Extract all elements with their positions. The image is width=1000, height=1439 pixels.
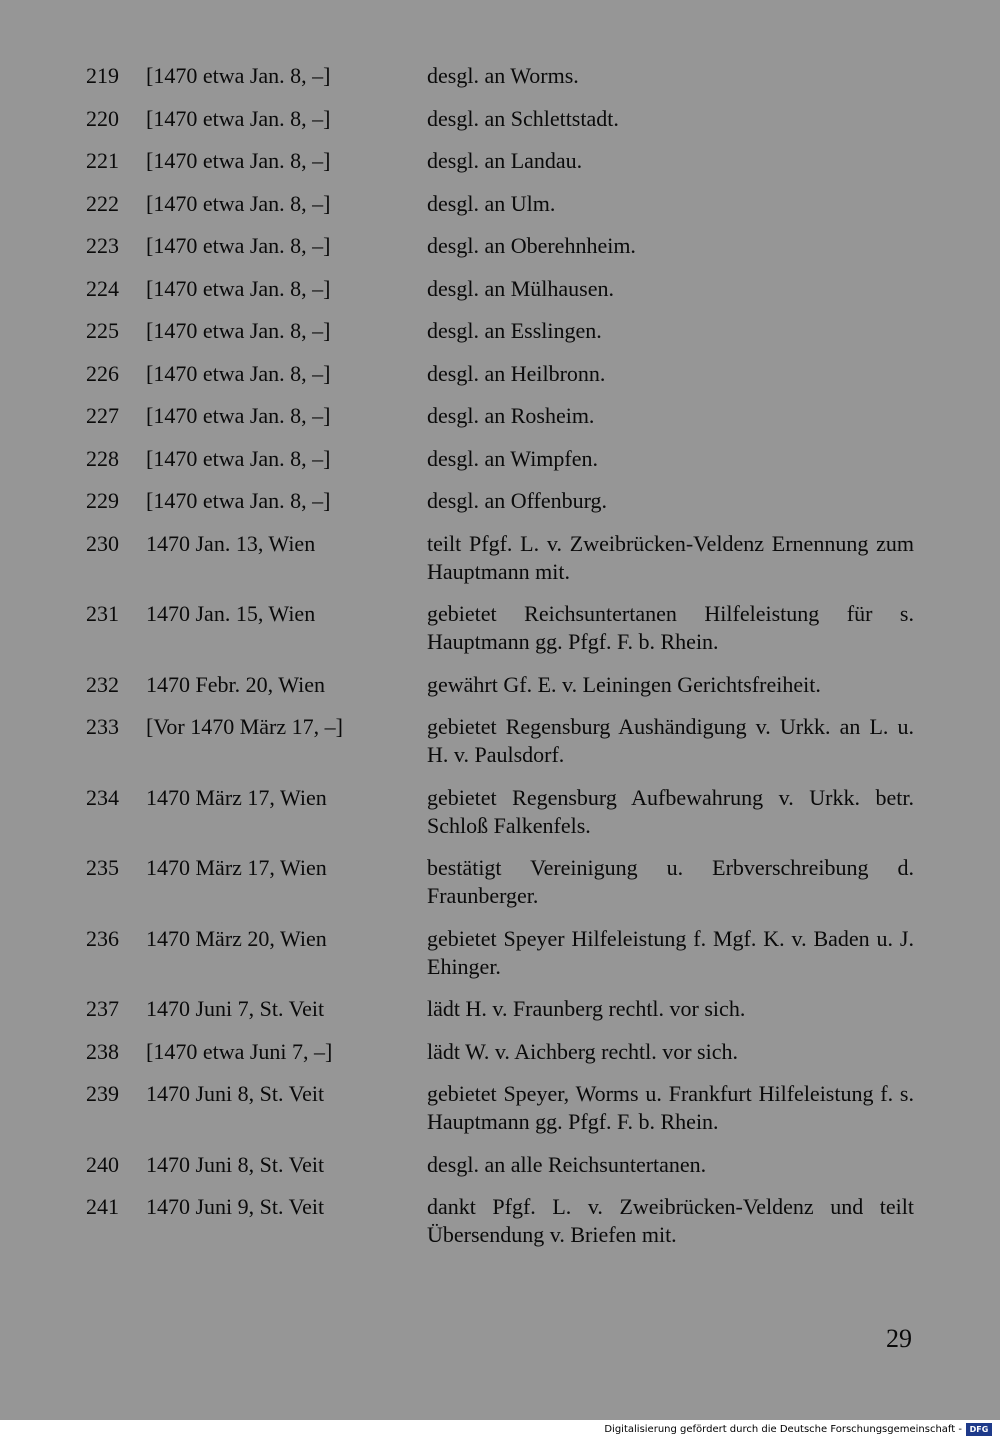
entry-date: [1470 etwa Jan. 8, –] (146, 488, 331, 513)
entry-number: 236 (86, 925, 119, 951)
entry-number: 228 (86, 445, 119, 471)
regest-list (86, 62, 914, 1264)
regest-entry (86, 445, 914, 473)
entry-text: gebietet Reichsuntertanen Hilfeleistung für s. Hauptmann gg. Pfgf. F. b. Rhein. (427, 601, 914, 654)
entry-date: 1470 Juni 8, St. Veit (146, 1151, 325, 1177)
entry-date: [1470 etwa Jan. 8, –] (146, 360, 331, 386)
entry-text: bestätigt Vereinigung u. Erbverschreibung d. Fraunberger. (427, 855, 914, 908)
regest-entry (86, 995, 914, 1023)
entry-date: 1470 Jan. 15, Wien (146, 601, 316, 626)
regest-entry (86, 784, 914, 840)
entry-text: lädt H. v. Fraunberg rechtl. vor sich. (427, 996, 746, 1021)
entry-number: 229 (86, 488, 119, 513)
entry-text: desgl. an Ulm. (427, 190, 556, 216)
regest-entry (86, 530, 914, 586)
entry-text: desgl. an Rosheim. (427, 403, 595, 428)
entry-date: [1470 etwa Jan. 8, –] (146, 275, 331, 301)
entry-text: desgl. an Landau. (427, 148, 583, 173)
regest-entry (86, 1193, 914, 1249)
entry-date: [1470 etwa Jan. 8, –] (146, 403, 331, 428)
page-number: 29 (886, 1324, 912, 1353)
entry-number: 239 (86, 1081, 119, 1106)
entry-text: desgl. an Schlettstadt. (427, 105, 619, 131)
entry-date: [1470 etwa Jan. 8, –] (146, 63, 331, 88)
regest-entry (86, 671, 914, 699)
regest-entry (86, 62, 914, 90)
regest-entry (86, 1038, 914, 1066)
regest-entry (86, 275, 914, 303)
entry-number: 219 (86, 63, 119, 88)
entry-text: gebietet Speyer Hilfeleistung f. Mgf. K. v. Baden u. J. Ehinger. (427, 925, 914, 979)
entry-text: gebietet Regensburg Aufbewahrung v. Urkk. betr. Schloß Falkenfels. (427, 784, 914, 838)
entry-number: 234 (86, 784, 119, 810)
regest-entry (86, 147, 914, 175)
entry-date: [1470 etwa Jan. 8, –] (146, 233, 331, 258)
footer-bar (0, 1420, 1000, 1439)
entry-number: 238 (86, 1038, 119, 1064)
entry-number: 226 (86, 360, 119, 386)
regest-entry (86, 925, 914, 981)
regest-entry (86, 487, 914, 515)
regest-entry (86, 105, 914, 133)
footer-credit: Digitalisierung gefördert durch die Deutsche Forschungsgemeinschaft - (604, 1424, 962, 1435)
entry-date: [1470 etwa Jan. 8, –] (146, 105, 331, 131)
entry-text: desgl. an Heilbronn. (427, 360, 606, 386)
entry-date: 1470 Juni 8, St. Veit (146, 1081, 325, 1106)
entry-date: [1470 etwa Jan. 8, –] (146, 318, 331, 343)
regest-entry (86, 360, 914, 388)
entry-number: 233 (86, 714, 119, 739)
regest-entry (86, 1080, 914, 1136)
entry-number: 241 (86, 1194, 119, 1219)
entry-date: 1470 Jan. 13, Wien (146, 530, 316, 556)
entry-date: 1470 Juni 7, St. Veit (146, 996, 325, 1021)
entry-date: 1470 März 17, Wien (146, 855, 327, 880)
entry-text: teilt Pfgf. L. v. Zweibrücken-Veldenz Ernennung zum Hauptmann mit. (427, 530, 914, 584)
dfg-logo-icon: DFG (966, 1423, 992, 1436)
entry-text: dankt Pfgf. L. v. Zweibrücken-Veldenz und teilt Übersendung v. Briefen mit. (427, 1194, 914, 1247)
entry-date: 1470 März 17, Wien (146, 784, 327, 810)
entry-number: 232 (86, 671, 119, 697)
entry-number: 240 (86, 1151, 119, 1177)
entry-number: 220 (86, 105, 119, 131)
entry-text: gebietet Regensburg Aushändigung v. Urkk. an L. u. H. v. Paulsdorf. (427, 714, 914, 767)
entry-date: [1470 etwa Jan. 8, –] (146, 148, 331, 173)
regest-entry (86, 600, 914, 656)
regest-entry (86, 713, 914, 769)
regest-entry (86, 402, 914, 430)
entry-date: [1470 etwa Jan. 8, –] (146, 190, 331, 216)
entry-number: 227 (86, 403, 119, 428)
entry-date: [Vor 1470 März 17, –] (146, 714, 343, 739)
regest-entry (86, 317, 914, 345)
entry-number: 224 (86, 275, 119, 301)
regest-entry (86, 190, 914, 218)
entry-text: gebietet Speyer, Worms u. Frankfurt Hilfeleistung f. s. Hauptmann gg. Pfgf. F. b. Rhein. (427, 1081, 914, 1134)
entry-date: [1470 etwa Juni 7, –] (146, 1038, 333, 1064)
entry-text: desgl. an Wimpfen. (427, 445, 599, 471)
entry-number: 235 (86, 855, 119, 880)
entry-text: gewährt Gf. E. v. Leiningen Gerichtsfreiheit. (427, 671, 821, 697)
entry-text: desgl. an Oberehnheim. (427, 233, 636, 258)
entry-number: 222 (86, 190, 119, 216)
entry-number: 231 (86, 601, 119, 626)
regest-entry (86, 1151, 914, 1179)
entry-number: 223 (86, 233, 119, 258)
entry-text: desgl. an alle Reichsuntertanen. (427, 1151, 707, 1177)
entry-date: 1470 März 20, Wien (146, 925, 327, 951)
entry-number: 230 (86, 530, 119, 556)
entry-text: desgl. an Offenburg. (427, 488, 608, 513)
regest-entry (86, 232, 914, 260)
entry-date: 1470 Juni 9, St. Veit (146, 1194, 325, 1219)
regest-entry (86, 854, 914, 910)
entry-date: 1470 Febr. 20, Wien (146, 671, 325, 697)
entry-number: 225 (86, 318, 119, 343)
entry-date: [1470 etwa Jan. 8, –] (146, 445, 331, 471)
entry-number: 237 (86, 996, 119, 1021)
entry-text: desgl. an Mülhausen. (427, 275, 614, 301)
entry-text: lädt W. v. Aichberg rechtl. vor sich. (427, 1038, 738, 1064)
entry-text: desgl. an Esslingen. (427, 318, 602, 343)
entry-text: desgl. an Worms. (427, 63, 579, 88)
entry-number: 221 (86, 148, 119, 173)
